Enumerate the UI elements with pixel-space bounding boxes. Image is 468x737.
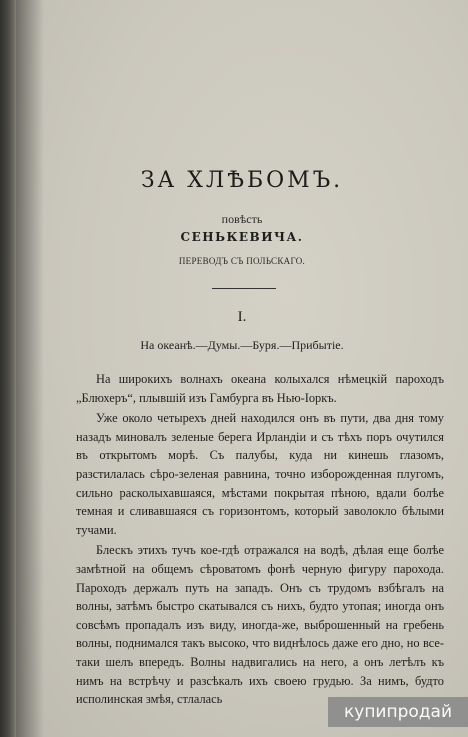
watermark-logo: купипродай xyxy=(328,697,468,727)
chapter-body xyxy=(76,370,444,711)
paragraph: Блескъ этихъ тучъ кое-гдѣ отражался на водѣ, дѣлая еще болѣе замѣтной на общемъ сѣроватомъ фонѣ черную фигуру парохода. Пароходъ держалъ путь на западъ. Онъ съ трудомъ взбѣгалъ на волны, затѣмъ быстро скатывался съ нихъ, будто утопая; иногда онъ совсѣмъ пропадалъ изъ виду, иногда-же, выброшенный на гребень волны, поднимался такъ высоко, что виднѣлось даже его дно, но все-таки шелъ впередъ. Волны надвигались на него, а онъ летѣлъ къ нимъ на встрѣчу и разсѣкалъ ихъ своею грудью. За нимъ, будто исполинская змѣя, стлалась xyxy=(76,543,444,707)
book-page xyxy=(16,0,468,737)
book-subtitle: повѣсть xyxy=(221,212,263,226)
translation-note: ПЕРЕВОДЪ СЪ ПОЛЬСКАГО. xyxy=(178,256,306,266)
book-author: СЕНЬКЕВИЧА. xyxy=(180,230,304,244)
paragraph: На широкихъ волнахъ океана колыхался нѣмецкій пароходъ „Блюхеръ“, плывшій изъ Гамбурга въ Нью-Іоркъ. xyxy=(76,372,444,405)
book-title: ЗА ХЛѢБОМЪ. xyxy=(140,168,344,193)
chapter-number: I. xyxy=(237,309,247,325)
paragraph: Уже около четырехъ дней находился онъ въ пути, два дня тому назадъ миновалъ зеленые берега Ирландіи и съ тѣхъ поръ очутился въ открытомъ морѣ. Съ палубы, куда ни кинешь глазомъ, разстилалась сѣро-зеленая равнина, точно изборожденная плугомъ, сильно расколыхавшаяся, мѣстами покрытая пѣною, вдали болѣе темная и сливавшаяся съ горизонтомъ, который заволокло бѣлыми тучами. xyxy=(76,411,444,537)
chapter-subtitle: На океанѣ.—Думы.—Буря.—Прибытіе. xyxy=(140,338,344,352)
divider-rule xyxy=(212,288,276,289)
page-gutter-shadow xyxy=(16,0,44,737)
